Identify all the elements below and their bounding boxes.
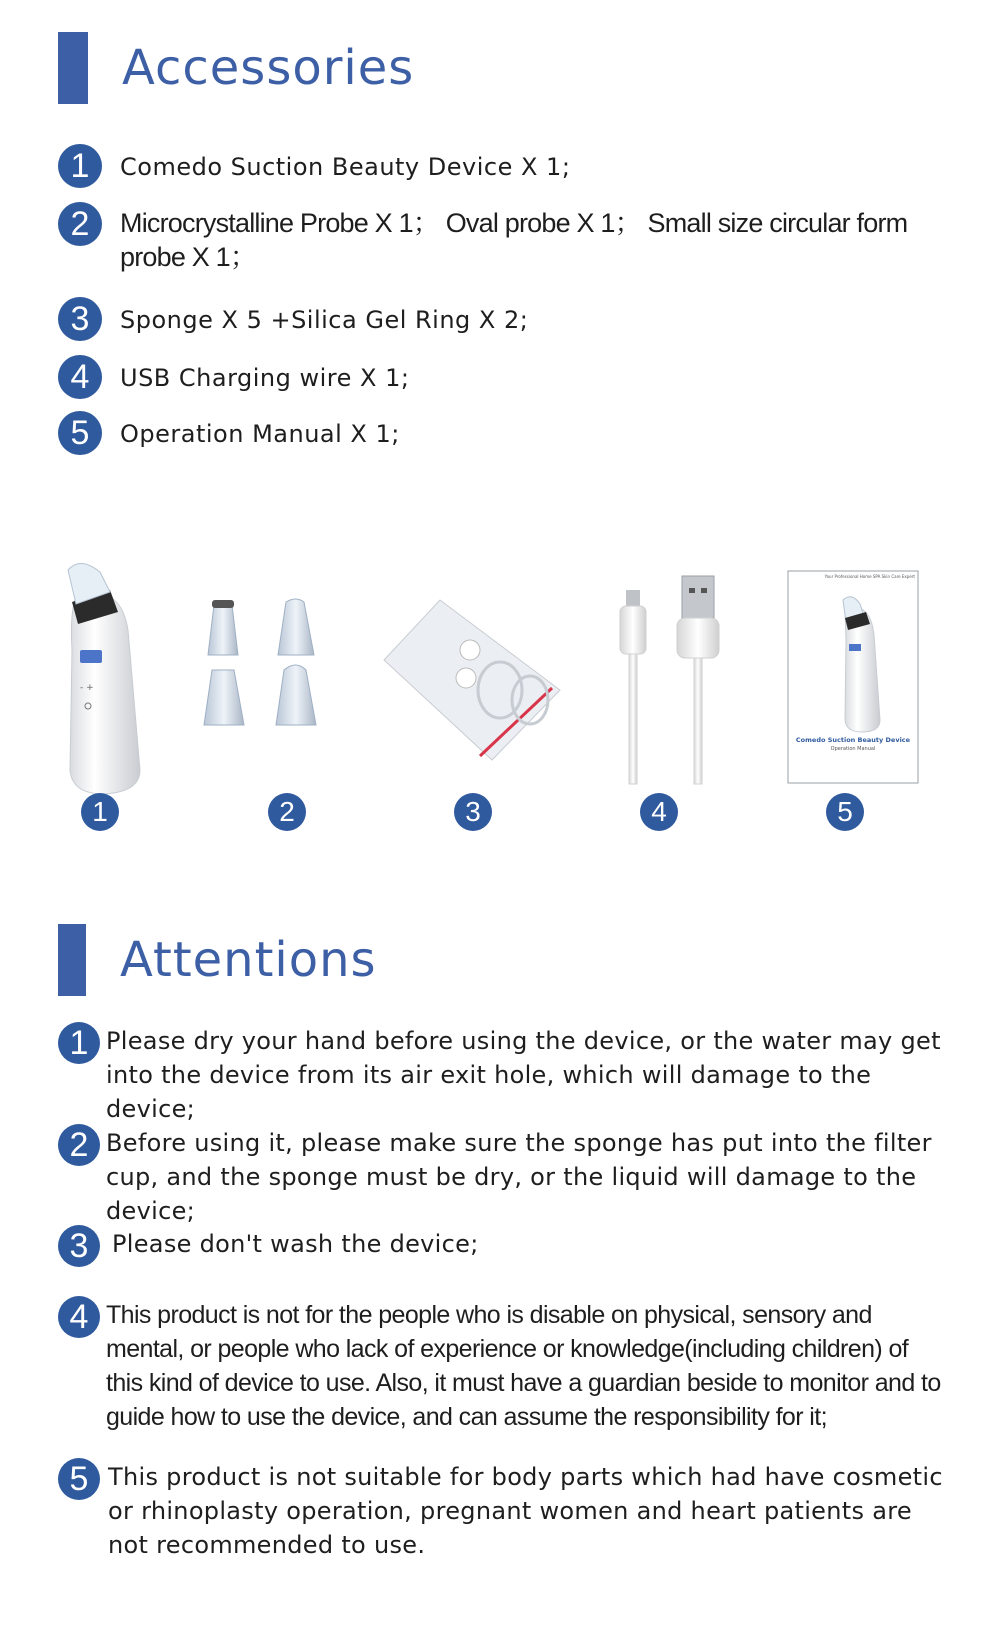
accessory-text: Operation Manual X 1; [120,420,400,448]
accessory-text: Comedo Suction Beauty Device X 1; [120,153,571,181]
attention-text: This product is not suitable for body parts which had have cosmetic or rhinoplasty operation, pregnant women and heart patients are not recommended to use. [108,1463,943,1559]
product-number-1: 1 [81,793,119,831]
product-number-2: 2 [268,793,306,831]
attention-text: Please don't wash the device; [112,1230,479,1258]
accessory-text: USB Charging wire X 1; [120,364,410,392]
number-badge: 3 [58,297,102,341]
number-badge: 3 [58,1225,100,1267]
accessory-text: Sponge X 5 +Silica Gel Ring X 2; [120,306,529,334]
number-badge: 1 [58,144,102,188]
accessories-title: Accessories [122,40,415,96]
probes-image [204,599,316,725]
product-number-3: 3 [454,793,492,831]
attention-text: Please dry your hand before using the device, or the water may get into the device from its air exit hole, which will damage to the device; [106,1027,941,1123]
number-badge: 4 [58,355,102,399]
heading-accent-bar [58,32,88,104]
product-number-4: 4 [640,793,678,831]
product-illustrations [0,560,1000,880]
product-number-5: 5 [826,793,864,831]
number-badge: 2 [58,1124,100,1166]
manual-title-text: Comedo Suction Beauty Device [795,736,911,744]
attention-text: Before using it, please make sure the sponge has put into the filter cup, and the sponge must be dry, or the liquid will damage to the device; [106,1129,932,1225]
number-badge: 5 [58,1458,100,1500]
attentions-title: Attentions [120,932,377,988]
accessories-heading [58,32,938,104]
usb-cable-image [620,576,719,784]
product-images-row [0,560,1000,880]
number-badge: 1 [58,1022,100,1064]
number-badge: 5 [58,411,102,455]
manual-subtitle-text: Operation Manual [830,746,876,752]
device-image [68,563,140,794]
svg-text:- +: - + [80,683,94,693]
number-badge: 4 [58,1296,100,1338]
accessory-text: Microcrystalline Probe X 1； Oval probe X 1； Small size circular form probe X 1； [120,208,908,272]
heading-accent-bar [58,924,86,996]
manual-header-text: Your Professional Home SPA Skin Care Expert [824,574,915,579]
sponge-bag-image [384,600,560,760]
attention-text: This product is not for the people who is disable on physical, sensory and mental, or people who lack of experience or knowledge(including children) of this kind of device to use. Also, it must have a guardian beside to monitor and to guide how to use the device, and can assume the responsibility for it; [106,1301,941,1431]
attentions-heading [58,924,938,996]
number-badge: 2 [58,202,102,246]
